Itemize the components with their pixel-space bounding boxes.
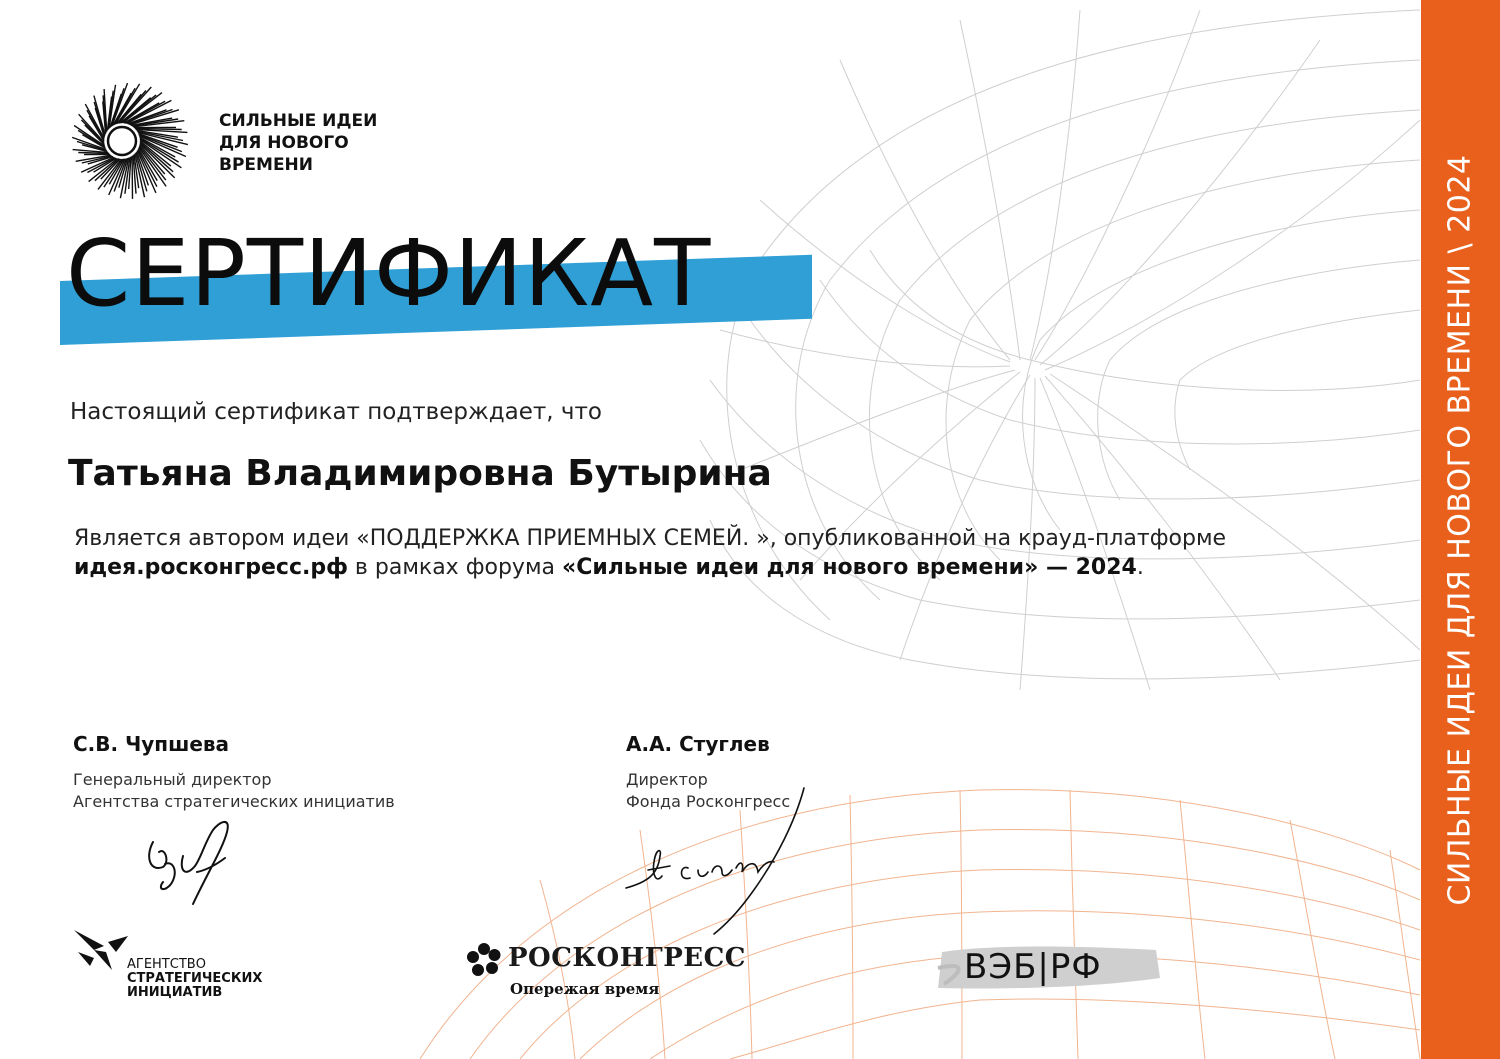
signatory-1-role <box>73 769 395 813</box>
brand-logo-text <box>219 110 439 176</box>
body-part-1: Является автором идеи «ПОДДЕРЖКА ПРИЕМНЫХ СЕМЕЙ. », опубликованной на крауд-платформе <box>74 526 1227 551</box>
asi-logo-text <box>127 958 262 1000</box>
signatory-1-name: С.В. Чупшева <box>73 732 230 756</box>
sunburst-ring-icon <box>70 78 196 204</box>
body-end: . <box>1136 555 1144 580</box>
signatory-2-name: А.А. Стуглев <box>626 732 770 756</box>
forum-name: «Сильные идеи для нового времени» — 2024 <box>562 555 1137 580</box>
brand-line-2: ДЛЯ НОВОГО <box>219 133 349 153</box>
asi-line-2: СТРАТЕГИЧЕСКИХ <box>127 971 263 986</box>
platform-link-text: идея.росконгресс.рф <box>74 555 348 580</box>
certificate-body <box>74 524 1254 582</box>
brand-line-3: ВРЕМЕНИ <box>219 155 314 175</box>
asi-arrow-logo-icon <box>72 928 130 972</box>
signatory-2-role-line-2: Фонда Росконгресс <box>626 792 791 811</box>
side-band-text: СИЛЬНЫЕ ИДЕИ ДЛЯ НОВОГО ВРЕМЕНИ \ 2024 <box>1442 154 1478 906</box>
asi-line-3: ИНИЦИАТИВ <box>127 985 223 1000</box>
roscongress-flower-icon <box>466 942 502 978</box>
body-part-2: в рамках форума <box>347 555 563 580</box>
signature-1 <box>135 812 245 912</box>
side-band <box>1421 0 1500 1059</box>
veb-rf-logo <box>934 938 1164 998</box>
certificate-title: СЕРТИФИКАТ <box>66 220 712 327</box>
roscongress-logo <box>466 938 766 1008</box>
signatory-2-role-line-1: Директор <box>626 770 708 789</box>
roscongress-name: РОСКОНГРЕСС <box>508 943 746 973</box>
veb-rf-text: ВЭБ|РФ <box>964 947 1102 987</box>
recipient-name: Татьяна Владимировна Бутырина <box>68 453 772 494</box>
asi-line-1: АГЕНТСТВО <box>127 957 206 972</box>
confirm-text: Настоящий сертификат подтверждает, что <box>70 399 602 425</box>
signature-2 <box>618 778 838 938</box>
signatory-1-role-line-1: Генеральный директор <box>73 770 272 789</box>
roscongress-tagline: Опережая время <box>510 980 660 998</box>
signatory-1-role-line-2: Агентства стратегических инициатив <box>73 792 395 811</box>
brand-line-1: СИЛЬНЫЕ ИДЕИ <box>219 111 378 131</box>
asi-logo <box>72 928 272 1008</box>
